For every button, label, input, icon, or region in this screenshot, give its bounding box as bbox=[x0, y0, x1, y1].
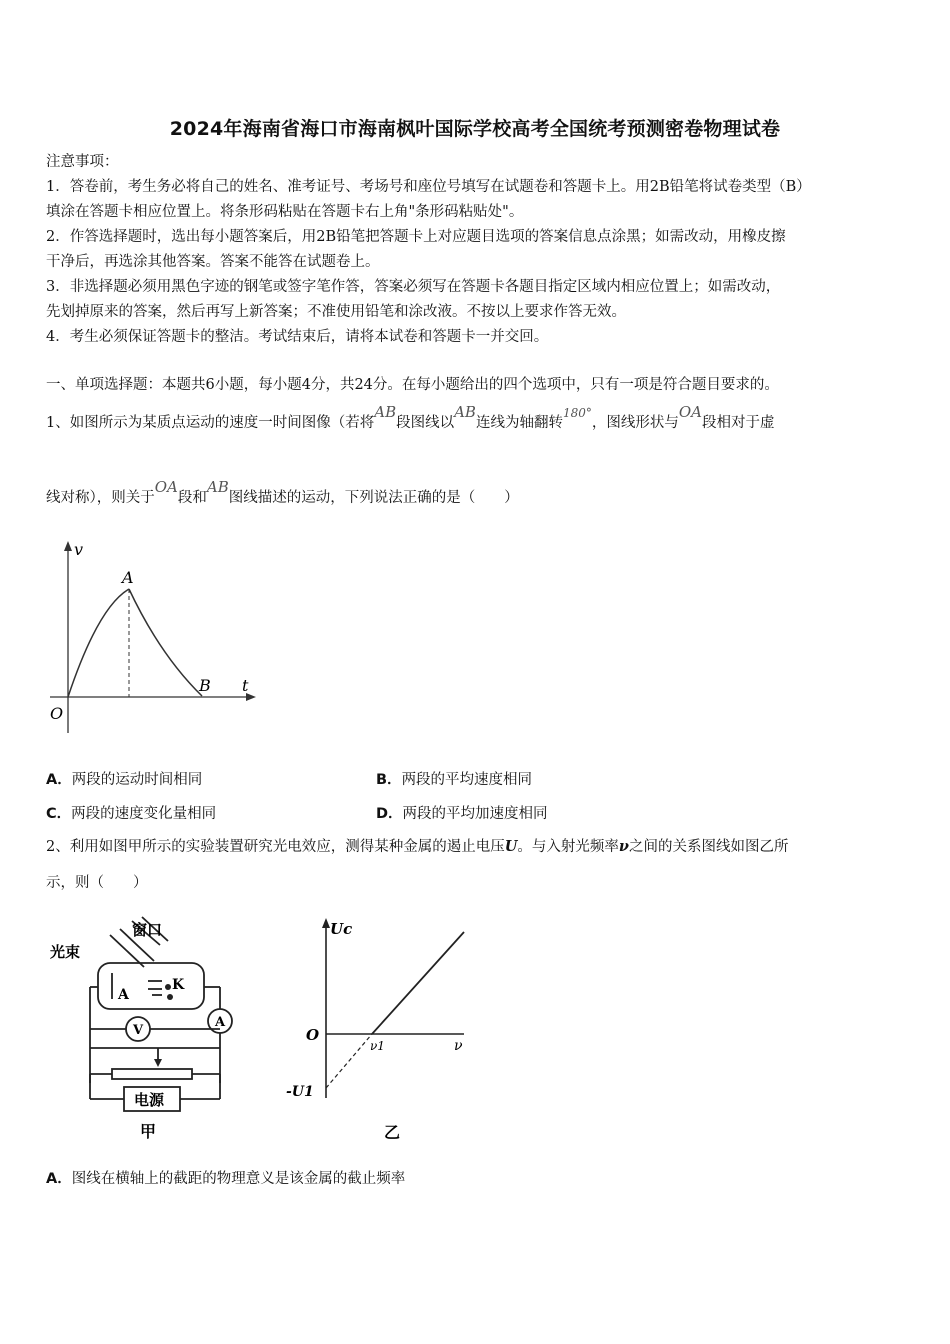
notice-line-1: 1．答卷前，考生务必将自己的姓名、准考证号、考场号和座位号填写在试题卷和答题卡上。用2B铅笔将试卷类型（B） bbox=[46, 179, 811, 195]
line-dashed bbox=[326, 1034, 372, 1088]
label-window: 窗口 bbox=[132, 921, 163, 939]
label-cathode: K bbox=[172, 977, 185, 993]
page-title: 2024年海南省海口市海南枫叶国际学校高考全国统考预测密卷物理试卷 bbox=[169, 118, 781, 140]
caption-yi: 乙 bbox=[384, 1123, 401, 1142]
v-axis-arrow bbox=[64, 541, 72, 551]
q2-option-a[interactable]: A．图线在横轴上的截距的物理意义是该金属的截止频率 bbox=[46, 1171, 406, 1187]
math-oa: OA bbox=[678, 403, 702, 421]
q1-text: 图线描述的运动，下列说法正确的是（ ） bbox=[228, 490, 519, 506]
math-u: U bbox=[504, 838, 518, 855]
q1-stem-line-1 bbox=[46, 403, 908, 437]
curve-oa bbox=[68, 589, 129, 697]
line-solid bbox=[372, 932, 464, 1034]
cathode-dot bbox=[167, 994, 173, 1000]
label-o: O bbox=[306, 1026, 320, 1044]
notice-line-2: 填涂在答题卡相应位置上。将条形码粘贴在答题卡右上角"条形码粘贴处"。 bbox=[46, 204, 524, 220]
q1-text: 段图线以 bbox=[396, 415, 455, 431]
q1-option-d[interactable]: D．两段的平均加速度相同 bbox=[376, 806, 548, 822]
curve-ab bbox=[129, 589, 202, 696]
label-beam: 光束 bbox=[50, 943, 81, 961]
label-power: 电源 bbox=[134, 1091, 165, 1109]
q1-option-a[interactable]: A．两段的运动时间相同 bbox=[46, 772, 203, 788]
q1-option-c[interactable]: C．两段的速度变化量相同 bbox=[46, 806, 217, 822]
q2-stem-line-2: 示，则（ ） bbox=[46, 875, 148, 891]
q1-text: 1、如图所示为某质点运动的速度一时间图像（若将 bbox=[46, 415, 375, 431]
label-b: B bbox=[199, 676, 211, 695]
label-o: O bbox=[50, 704, 64, 723]
u-axis-arrow bbox=[322, 918, 330, 928]
label-anode: A bbox=[118, 987, 129, 1003]
q1-stem-line-2 bbox=[46, 478, 908, 512]
circuit-diagram bbox=[48, 915, 248, 1145]
label-a: A bbox=[122, 568, 134, 587]
q1-text: 段和 bbox=[177, 490, 207, 506]
slider-arrow bbox=[154, 1059, 162, 1067]
math-ab: AB bbox=[374, 403, 397, 421]
label-v: v bbox=[74, 540, 84, 559]
math-ab: AB bbox=[206, 478, 229, 496]
vt-graph bbox=[40, 535, 270, 745]
math-oa: OA bbox=[154, 478, 178, 496]
notice-line-3: 2．作答选择题时，选出每小题答案后，用2B铅笔把答题卡上对应题目选项的答案信息点涂黑；如需改动，用橡皮擦 bbox=[46, 229, 786, 245]
notice-line-6: 先划掉原来的答案，然后再写上新答案；不准使用铅笔和涂改液。不按以上要求作答无效。 bbox=[46, 304, 626, 320]
q1-option-b[interactable]: B．两段的平均速度相同 bbox=[376, 772, 533, 788]
math-nu: ν bbox=[618, 838, 629, 855]
label-t: t bbox=[242, 676, 249, 695]
label-ammeter: A bbox=[215, 1015, 226, 1030]
q1-text: 连线为轴翻转 bbox=[475, 415, 563, 431]
label-voltmeter: V bbox=[133, 1023, 144, 1038]
notice-heading: 注意事项： bbox=[46, 154, 119, 170]
q1-text: ，图线形状与 bbox=[591, 415, 679, 431]
math-ab: AB bbox=[454, 403, 476, 421]
notice-line-4: 干净后，再选涂其他答案。答案不能答在试题卷上。 bbox=[46, 254, 380, 270]
cathode-dot bbox=[165, 984, 171, 990]
notice-line-5: 3．非选择题必须用黑色字迹的钢笔或签字笔作答，答案必须写在答题卡各题目指定区域内相应位置上；如需改动， bbox=[46, 279, 781, 295]
label-uc: Uc bbox=[330, 920, 353, 938]
q1-text: 线对称），则关于 bbox=[46, 490, 155, 506]
rheostat bbox=[112, 1069, 192, 1079]
uc-nu-graph bbox=[282, 912, 482, 1144]
section-heading: 一、单项选择题：本题共6小题，每小题4分，共24分。在每小题给出的四个选项中，只有一项是符合题目要求的。 bbox=[46, 377, 779, 393]
phototube bbox=[98, 963, 204, 1009]
q2-stem-line-1: 2、利用如图甲所示的实验装置研究光电效应，测得某种金属的遏止电压U。与入射光频率ν之间的关系图线如图乙所 bbox=[46, 838, 789, 855]
label-neg-u1: -U1 bbox=[286, 1084, 314, 1100]
notice-line-7: 4．考生必须保证答题卡的整洁。考试结束后，请将本试卷和答题卡一并交回。 bbox=[46, 329, 549, 345]
math-180: 180° bbox=[562, 406, 592, 420]
q1-text: 段相对于虚 bbox=[702, 415, 775, 431]
label-v1: ν1 bbox=[370, 1039, 385, 1053]
caption-jia: 甲 bbox=[140, 1122, 157, 1141]
label-nu: ν bbox=[454, 1038, 463, 1054]
